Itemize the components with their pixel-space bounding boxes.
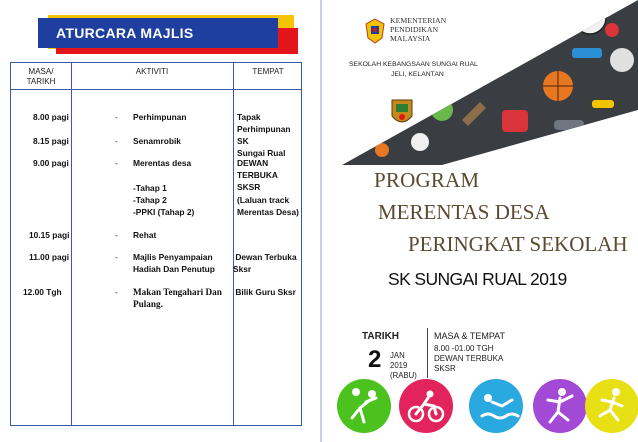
date-line: JAN (390, 351, 405, 360)
ministry-line: PENDIDIKAN (390, 25, 439, 34)
program-subtitle: SK SUNGAI RUAL 2019 (388, 269, 567, 289)
bullet-dash: - (115, 136, 118, 146)
bullet-dash: - (115, 230, 118, 240)
school-name (349, 60, 478, 80)
date-day: 2 (368, 346, 382, 373)
venue-line: SKSR (434, 364, 456, 373)
row-place: DEWAN TERBUKA SKSR (237, 158, 278, 192)
venue-line: DEWAN TERBUKA (434, 354, 504, 363)
row-place: Tapak Perhimpunan SK Sungai Rual (237, 112, 291, 158)
gymnast-icon (532, 378, 588, 434)
column-divider (71, 63, 72, 425)
row-time: 12.00 Tgh (23, 287, 62, 297)
row-activity: Senamrobik (133, 136, 181, 146)
row-time: 9.00 pagi (33, 158, 69, 168)
row-activity: Merentas desa (133, 158, 192, 168)
runner-icon (584, 378, 638, 434)
row-time: 8.00 pagi (33, 112, 69, 122)
date-label: TARIKH (362, 331, 400, 342)
bullet-dash: - (115, 287, 118, 297)
school-line: SEKOLAH KEBANGSAAN SUNGAI RUAL (349, 61, 478, 68)
date-line: (RABU) (390, 371, 417, 380)
ministry-line: MALAYSIA (390, 34, 431, 43)
row-time: 8.15 pagi (33, 136, 69, 146)
bullet-dash: - (115, 112, 118, 122)
ministry-crest-icon (364, 18, 386, 44)
header-time: MASA/ TARIKH (26, 67, 56, 86)
venue-details (434, 344, 503, 374)
info-divider (427, 328, 428, 378)
row-place: Dewan Terbuka Sksr (233, 252, 297, 274)
program-title-line3: PERINGKAT SEKOLAH (408, 232, 628, 256)
program-title-line2: MERENTAS DESA (378, 200, 550, 224)
header-divider (11, 89, 301, 90)
school-location: JELI, KELANTAN (391, 71, 444, 78)
row-place: Bilik Guru Sksr (233, 287, 296, 297)
swimmer-icon (468, 378, 524, 434)
cyclist-icon (398, 378, 454, 434)
row-activity: Rehat (133, 230, 157, 240)
program-title-line1: PROGRAM (374, 168, 480, 192)
cover-panel (322, 0, 638, 442)
row-place: (Laluan track Merentas Desa) (237, 195, 299, 217)
volleyball-player-icon (336, 378, 392, 434)
date-month-year (390, 351, 417, 381)
header-place: TEMPAT (252, 67, 284, 76)
ministry-name (390, 16, 446, 43)
row-time: 10.15 pagi (29, 230, 70, 240)
row-activity: Majlis Penyampaian Hadiah Dan Penutup (133, 252, 215, 274)
schedule-title: ATURCARA MAJLIS (38, 18, 278, 48)
school-badge-icon (390, 98, 414, 128)
schedule-table (10, 62, 302, 426)
bullet-dash: - (115, 158, 118, 168)
ministry-line: KEMENTERIAN (390, 16, 447, 25)
venue-label: MASA & TEMPAT (434, 331, 506, 341)
column-divider (233, 63, 234, 425)
row-activity: Makan Tengahari Dan Pulang. (133, 287, 222, 309)
bullet-dash: - (115, 252, 118, 262)
header-activity: AKTIVITI (135, 67, 169, 76)
date-line: 2019 (390, 361, 408, 370)
row-activity-sub: -Tahap 1 -Tahap 2 -PPKI (Tahap 2) (133, 183, 195, 217)
venue-line: 8.00 -01.00 TGH (434, 344, 494, 353)
row-time: 11.00 pagi (29, 252, 70, 262)
row-activity: Perhimpunan (133, 112, 187, 122)
